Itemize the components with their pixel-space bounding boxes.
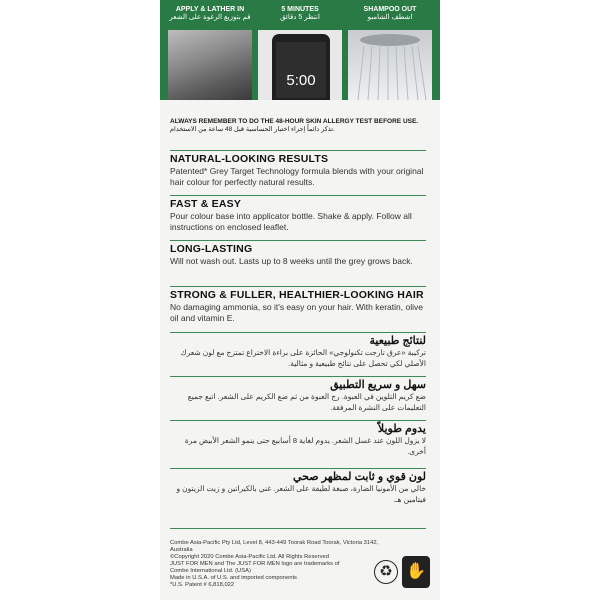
section-body-ar: لا يزول اللون عند غسل الشعر. يدوم لغاية 8 أسابيع حتى ينمو الشعر الأبيض مرة أخرى. <box>184 436 426 456</box>
section-fast <box>170 198 428 233</box>
shower-icon <box>348 30 432 100</box>
section-body-ar: تركيبة «عرق تارجت تكنولوجي» الحائزة على براءة الاختراع تمتزج مع لون شعرك الأصلي لكي تحصل على نتائج طبيعية و مثالية. <box>180 348 426 368</box>
divider <box>170 195 426 196</box>
phone-timer: 5:00 <box>286 72 316 89</box>
divider <box>170 468 426 469</box>
section-title-ar: لنتائج طبيعية <box>369 335 426 347</box>
section-long-ar <box>170 422 426 457</box>
section-strong-ar <box>170 470 426 505</box>
section-body: Will not wash out. Lasts up to 8 weeks until the grey grows back. <box>170 256 413 266</box>
divider <box>170 240 426 241</box>
allergy-warning-ar: تذكر دائماً إجراء اختبار الحساسية قبل 48 ساعة من الاستخدام. <box>170 126 335 133</box>
symbols <box>372 556 432 592</box>
hand-warning-icon: ✋ <box>402 556 430 588</box>
section-title: LONG-LASTING <box>170 243 253 255</box>
step-rinse <box>348 6 432 22</box>
section-title-ar: يدوم طويلاً <box>377 423 426 435</box>
package-panel <box>160 0 440 600</box>
allergy-warning <box>170 118 435 134</box>
hair-photo <box>168 30 252 100</box>
legal-line: Combe Asia-Pacific Pty Ltd, Level 8, 443-449 Toorak Road Toorak, Victoria 3142, Australia <box>170 540 379 553</box>
step-wait-ar: انتظر 5 دقائق <box>280 14 320 21</box>
step-wait-en: 5 MINUTES <box>281 6 319 13</box>
phone-screen <box>276 42 326 98</box>
section-title: STRONG & FULLER, HEALTHIER-LOOKING HAIR <box>170 289 424 301</box>
shower-photo <box>348 30 432 100</box>
timer-photo <box>258 30 342 100</box>
divider <box>170 332 426 333</box>
section-long <box>170 243 428 267</box>
section-title-ar: سهل و سريع التطبيق <box>330 379 426 391</box>
section-body: Patented* Grey Target Technology formula blends with your original hair colour for perfectly natural results. <box>170 166 424 187</box>
step-apply-en: APPLY & LATHER IN <box>175 6 245 13</box>
step-apply <box>168 6 252 22</box>
step-apply-ar: قم بتوزيع الرغوة على الشعر <box>169 14 251 21</box>
divider <box>170 286 426 287</box>
legal-line: ©Copyright 2020 Combe Asia-Pacific Ltd. All Rights Reserved <box>170 554 329 560</box>
divider <box>170 528 426 529</box>
legal-line: *U.S. Patent # 6,818,022 <box>170 582 235 588</box>
legal-line: Combe International Ltd. (USA) <box>170 568 251 574</box>
step-rinse-en: SHAMPOO OUT <box>363 6 417 13</box>
divider <box>170 150 426 151</box>
divider <box>170 420 426 421</box>
section-title-ar: لون قوي و ثابت لمظهر صحي <box>292 471 426 483</box>
section-body-ar: خالي من الأمونيا الضارة، صبغة لطيفة على الشعر. غني بالكيراتين و زيت الزيتون و فيتامين هـ. <box>176 484 426 504</box>
legal-line: JUST FOR MEN and The JUST FOR MEN logo are trademarks of <box>170 561 340 567</box>
recycle-icon: ♻ <box>374 560 398 584</box>
phone-image <box>272 34 330 100</box>
instruction-band <box>160 0 440 100</box>
section-fast-ar <box>170 378 426 413</box>
section-title: NATURAL-LOOKING RESULTS <box>170 153 329 165</box>
section-body-ar: ضع كريم التلوين في العبوة. رج العبوة من ثم ضع الكريم على الشعر. اتبع جميع التعليمات على النشرة المرفقة. <box>187 392 426 412</box>
section-natural-ar <box>170 334 426 369</box>
allergy-warning-en: ALWAYS REMEMBER TO DO THE 48-HOUR SKIN ALLERGY TEST BEFORE USE. <box>170 118 419 125</box>
section-natural <box>170 153 428 188</box>
step-rinse-ar: اشطف الشامبو <box>367 14 413 21</box>
divider <box>170 376 426 377</box>
step-wait <box>258 6 342 22</box>
section-body: No damaging ammonia, so it's easy on your hair. With keratin, olive oil and vitamin E. <box>170 302 423 323</box>
legal-line: Made in U.S.A. of U.S. and imported components <box>170 575 297 581</box>
legal-text <box>170 540 390 589</box>
section-body: Pour colour base into applicator bottle. Shake & apply. Follow all instructions on enclosed leaflet. <box>170 211 412 232</box>
section-strong <box>170 289 428 324</box>
section-title: FAST & EASY <box>170 198 242 210</box>
